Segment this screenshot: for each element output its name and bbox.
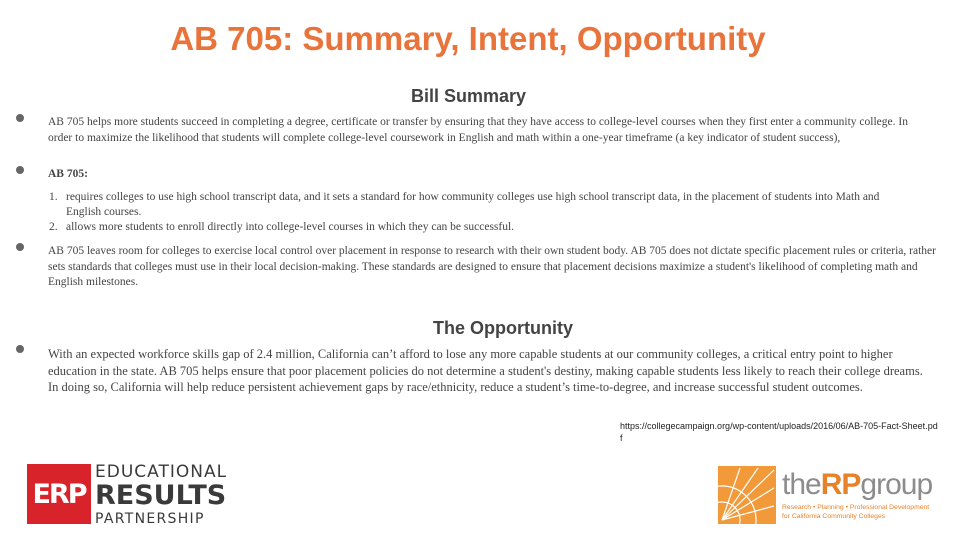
rp-tagline-2: for California Community Colleges [782, 513, 886, 520]
opportunity-heading: The Opportunity [433, 318, 573, 338]
erp-line-1: EDUCATIONAL [95, 462, 228, 482]
list-item [49, 220, 917, 235]
bill-summary-heading: Bill Summary [411, 86, 527, 106]
erp-logo [27, 460, 247, 530]
source-link[interactable]: https://collegecampaign.org/wp-content/uploads/2016/06/AB-705-Fact-Sheet.pdf [620, 421, 938, 443]
page-title: AB 705: Summary, Intent, Opportunity [170, 20, 766, 57]
list-item [49, 190, 917, 220]
bullet-point [16, 166, 24, 174]
bullet-point [16, 114, 24, 122]
summary-paragraph-1: AB 705 helps more students succeed in completing a degree, certificate or transfer by ensuring that they have access to college-level courses when they first enter a community college. In order to maximize the likelihood that students will complete college-level coursework in English and math within a one-year timeframe (a key indicator of student success), [48, 116, 908, 144]
erp-mark-text: ERP [32, 479, 86, 510]
opportunity-paragraph: With an expected workforce skills gap of 2.4 million, California can’t afford to lose any more capable students at our community colleges, a critical entry point to higher education in the state. AB 705 helps ensure that poor placement policies do not determine a student's destiny, making capable students less likely to reach their college dreams. In doing so, California will help reduce persistent achievement gaps by race/ethnicity, reduce a student’s time-to-degree, and increase successful student outcomes. [48, 347, 923, 394]
bullet-point [16, 243, 24, 251]
rp-wordmark [782, 468, 932, 502]
rp-rp: RP [820, 468, 861, 501]
list-item-text: allows more students to enroll directly into college-level courses in which they can be successful. [66, 221, 515, 233]
rp-tagline-1: Research • Planning • Professional Development [782, 504, 930, 511]
summary-paragraph-3: AB 705 leaves room for colleges to exercise local control over placement in response to research with their own student body. AB 705 does not dictate specific placement rules or criteria, rather sets standards that colleges must use in their local decision-making. These standards are designed to ensure that placement decisions maximize a student's likelihood of completing math and English milestones. [48, 245, 936, 288]
erp-line-3: PARTNERSHIP [95, 511, 205, 527]
list-item-text: requires colleges to use high school transcript data, and it sets a standard for how community colleges use high school transcript data, in the placement of students into Math and English courses. [66, 191, 880, 218]
rp-sunburst-icon [718, 466, 776, 524]
list-number: 1. [49, 191, 58, 203]
requirements-list [49, 190, 917, 235]
bullet-point [16, 345, 24, 353]
rp-the: the [782, 468, 821, 501]
list-number: 2. [49, 221, 58, 233]
rp-group: group [860, 468, 933, 501]
rpgroup-logo [718, 464, 940, 526]
erp-line-2: RESULTS [95, 480, 227, 511]
ab705-label: AB 705: [48, 168, 88, 180]
